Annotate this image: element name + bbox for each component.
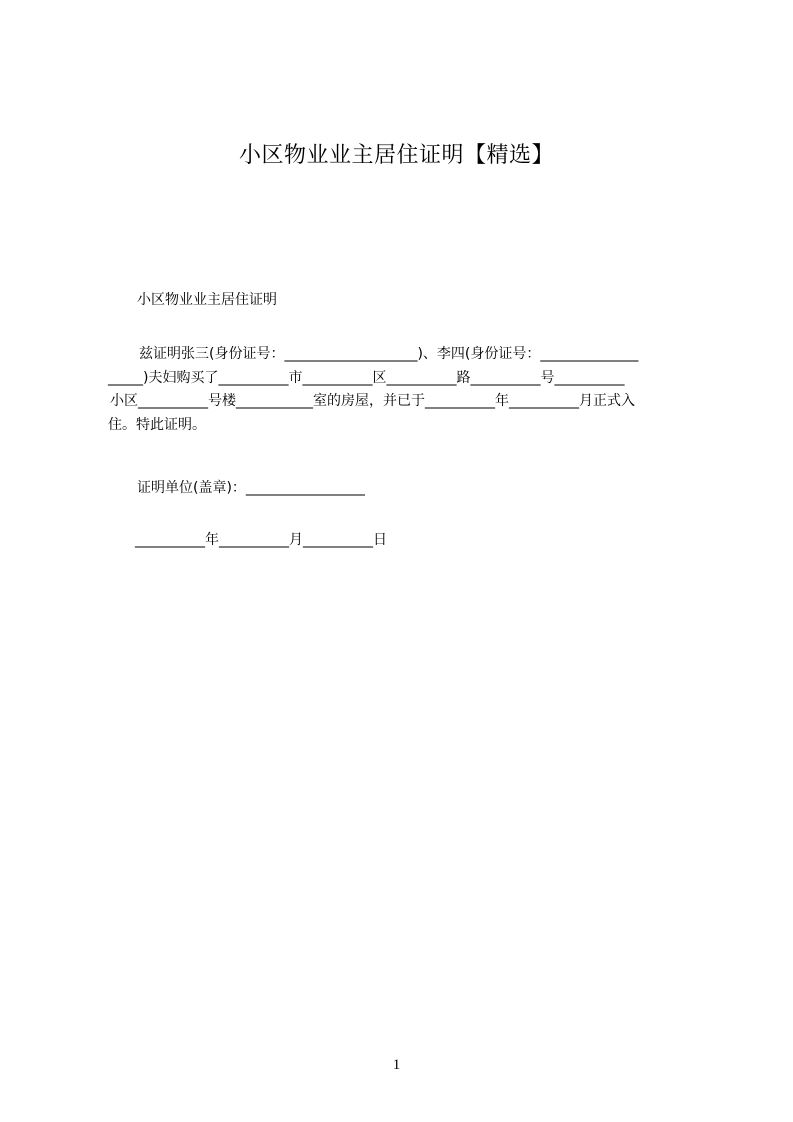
certificate-body xyxy=(108,343,702,437)
issuing-unit-seal-line: 证明单位(盖章)：_________________ xyxy=(137,480,365,496)
date-line: __________年__________月__________日 xyxy=(135,532,387,548)
body-line: 住。特此证明。 xyxy=(108,416,206,433)
body-line: 小区__________号楼___________室的房屋，并已于__________年__________月正式入 xyxy=(110,393,635,409)
document-title: 小区物业业主居住证明【精选】 xyxy=(238,143,554,168)
body-line: _____)夫妇购买了__________市__________区__________路__________号__________ xyxy=(108,369,625,386)
document-subtitle: 小区物业业主居住证明 xyxy=(137,292,277,308)
body-line: 兹证明张三(身份证号：___________________)、李四(身份证号：______________ xyxy=(139,346,639,362)
page-number: 1 xyxy=(392,1057,401,1073)
